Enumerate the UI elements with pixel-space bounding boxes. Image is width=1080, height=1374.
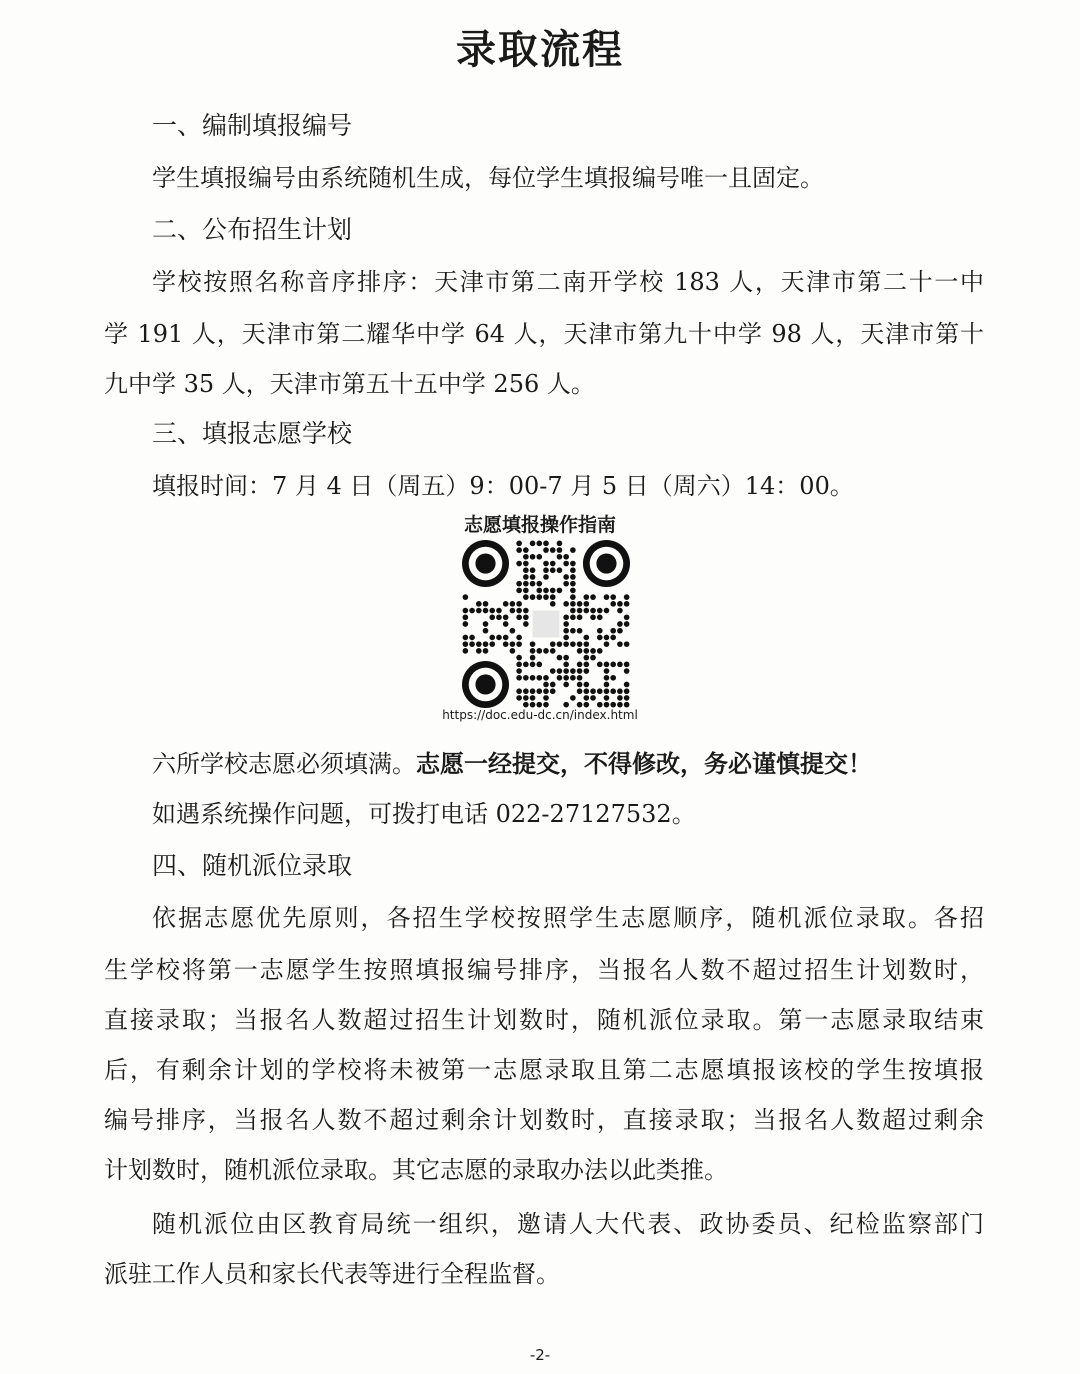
qr-module: [577, 641, 583, 647]
qr-module: [624, 594, 630, 600]
qr-module: [563, 554, 569, 560]
qr-module: [610, 594, 616, 600]
qr-module: [483, 601, 489, 607]
qr-module: [550, 601, 556, 607]
qr-module: [483, 641, 489, 647]
qr-module: [463, 614, 469, 620]
qr-module: [563, 661, 569, 667]
qr-module: [617, 702, 623, 708]
qr-module: [530, 574, 536, 580]
qr-module: [563, 621, 569, 627]
page-number: -2-: [529, 1346, 551, 1364]
qr-module: [523, 621, 529, 627]
qr-module: [516, 668, 522, 674]
qr-module: [570, 601, 576, 607]
qr-code-icon[interactable]: [462, 540, 630, 708]
section-2-heading: 二、公布招生计划: [152, 215, 353, 244]
qr-module: [563, 581, 569, 587]
qr-module: [617, 621, 623, 627]
qr-module: [570, 614, 576, 620]
qr-module: [496, 608, 502, 614]
qr-module: [597, 608, 603, 614]
qr-module: [563, 628, 569, 634]
qr-module: [463, 648, 469, 654]
qr-module: [463, 608, 469, 614]
qr-module: [510, 601, 516, 607]
qr-module: [617, 661, 623, 667]
qr-module: [483, 628, 489, 634]
qr-module: [597, 702, 603, 708]
qr-module: [590, 594, 596, 600]
qr-module: [610, 702, 616, 708]
qr-module: [523, 614, 529, 620]
qr-module: [516, 561, 522, 567]
qr-module: [624, 702, 630, 708]
qr-module: [550, 594, 556, 600]
qr-module: [476, 648, 482, 654]
qr-module: [570, 628, 576, 634]
qr-module: [530, 541, 536, 547]
qr-module: [577, 668, 583, 674]
qr-module: [510, 648, 516, 654]
qr-module: [590, 608, 596, 614]
qr-module: [463, 594, 469, 600]
qr-module: [563, 682, 569, 688]
qr-module: [583, 682, 589, 688]
qr-module: [604, 688, 610, 694]
qr-module: [516, 614, 522, 620]
qr-module: [610, 688, 616, 694]
qr-module: [577, 628, 583, 634]
qr-module: [516, 635, 522, 641]
qr-module: [590, 614, 596, 620]
qr-module: [557, 567, 563, 573]
qr-module: [516, 608, 522, 614]
qr-module: [604, 702, 610, 708]
qr-module: [510, 628, 516, 634]
qr-module: [536, 581, 542, 587]
qr-module: [476, 608, 482, 614]
qr-module: [530, 648, 536, 654]
qr-module: [523, 554, 529, 560]
section-4-para1-line: 计划数时，随机派位录取。其它志愿的录取办法以此类推。: [104, 1156, 728, 1184]
qr-module: [557, 588, 563, 594]
qr-finder: [475, 674, 495, 694]
qr-module: [617, 641, 623, 647]
qr-module: [489, 614, 495, 620]
qr-module: [503, 621, 509, 627]
qr-module: [624, 688, 630, 694]
qr-module: [543, 567, 549, 573]
qr-module: [469, 641, 475, 647]
qr-module: [550, 561, 556, 567]
qr-module: [577, 682, 583, 688]
qr-module: [597, 628, 603, 634]
qr-module: [536, 541, 542, 547]
qr-module: [597, 661, 603, 667]
qr-module: [583, 655, 589, 661]
qr-module: [563, 702, 569, 708]
qr-module: [489, 635, 495, 641]
qr-module: [570, 668, 576, 674]
qr-module: [536, 688, 542, 694]
qr-module: [516, 588, 522, 594]
qr-module: [530, 688, 536, 694]
section-4-para1-line: 直接录取；当报名人数超过招生计划数时，随机派位录取。第一志愿录取结束: [104, 1006, 984, 1034]
qr-module: [563, 641, 569, 647]
qr-module: [570, 641, 576, 647]
qr-title: 志愿填报操作指南: [463, 514, 616, 536]
qr-module: [604, 594, 610, 600]
qr-module: [563, 601, 569, 607]
qr-module: [476, 601, 482, 607]
notice-bold: 志愿一经提交，不得修改，务必谨慎提交！: [416, 750, 872, 778]
qr-module: [550, 682, 556, 688]
qr-module: [483, 608, 489, 614]
qr-module: [570, 594, 576, 600]
qr-module: [523, 588, 529, 594]
qr-module: [550, 641, 556, 647]
qr-module: [557, 641, 563, 647]
qr-module: [604, 695, 610, 701]
qr-module: [604, 661, 610, 667]
qr-module: [523, 581, 529, 587]
qr-module: [570, 561, 576, 567]
qr-module: [543, 688, 549, 694]
qr-module: [463, 641, 469, 647]
qr-module: [523, 594, 529, 600]
qr-module: [516, 547, 522, 553]
qr-module: [543, 541, 549, 547]
qr-module: [570, 608, 576, 614]
qr-module: [503, 635, 509, 641]
qr-code-graphic: [462, 540, 630, 708]
qr-module: [604, 608, 610, 614]
qr-module: [530, 554, 536, 560]
qr-module: [617, 608, 623, 614]
qr-module: [604, 682, 610, 688]
qr-module: [469, 635, 475, 641]
qr-module: [617, 601, 623, 607]
qr-module: [516, 661, 522, 667]
qr-module: [536, 554, 542, 560]
qr-module: [503, 614, 509, 620]
page-title: 录取流程: [456, 27, 624, 73]
qr-module: [543, 648, 549, 654]
qr-module: [583, 641, 589, 647]
qr-module: [583, 668, 589, 674]
qr-module: [570, 695, 576, 701]
qr-module: [536, 702, 542, 708]
qr-module: [516, 688, 522, 694]
qr-module: [624, 621, 630, 627]
qr-module: [597, 688, 603, 694]
qr-module: [536, 588, 542, 594]
qr-module: [503, 641, 509, 647]
qr-module: [543, 695, 549, 701]
qr-module: [550, 547, 556, 553]
qr-module: [624, 661, 630, 667]
qr-module: [610, 661, 616, 667]
qr-module: [550, 588, 556, 594]
qr-module: [624, 695, 630, 701]
qr-module: [563, 635, 569, 641]
qr-module: [557, 554, 563, 560]
section-1-heading: 一、编制填报编号: [152, 111, 353, 140]
qr-module: [489, 641, 495, 647]
qr-module: [530, 695, 536, 701]
qr-module: [577, 648, 583, 654]
qr-module: [570, 581, 576, 587]
qr-module: [536, 675, 542, 681]
qr-module: [597, 648, 603, 654]
qr-module: [577, 661, 583, 667]
qr-module: [617, 628, 623, 634]
qr-module: [570, 675, 576, 681]
qr-module: [469, 608, 475, 614]
qr-module: [624, 641, 630, 647]
qr-module: [543, 675, 549, 681]
qr-module: [516, 581, 522, 587]
qr-module: [523, 608, 529, 614]
qr-module: [543, 682, 549, 688]
qr-module: [516, 541, 522, 547]
qr-module: [597, 635, 603, 641]
qr-module: [550, 648, 556, 654]
qr-module: [604, 668, 610, 674]
qr-finder: [475, 553, 495, 573]
qr-module: [577, 601, 583, 607]
section-1-body: 学生填报编号由系统随机生成，每位学生填报编号唯一且固定。: [152, 164, 824, 192]
qr-module: [624, 682, 630, 688]
qr-module: [563, 675, 569, 681]
qr-module: [543, 594, 549, 600]
qr-module: [557, 541, 563, 547]
qr-url: https://doc.edu-dc.cn/index.html: [442, 708, 638, 722]
qr-module: [523, 547, 529, 553]
qr-module: [496, 614, 502, 620]
qr-module: [583, 695, 589, 701]
qr-module: [563, 574, 569, 580]
qr-module: [523, 695, 529, 701]
qr-module: [583, 702, 589, 708]
qr-module: [577, 702, 583, 708]
qr-module: [583, 601, 589, 607]
qr-finder: [596, 553, 616, 573]
qr-module: [536, 594, 542, 600]
qr-module: [624, 601, 630, 607]
qr-logo-placeholder: [533, 611, 560, 638]
qr-module: [610, 675, 616, 681]
qr-module: [543, 547, 549, 553]
qr-module: [577, 614, 583, 620]
section-4-para1-line: 依据志愿优先原则，各招生学校按照学生志愿顺序，随机派位录取。各招: [152, 904, 984, 932]
qr-module: [563, 668, 569, 674]
section-4-para2-line: 派驻工作人员和家长代表等进行全程监督。: [104, 1260, 560, 1288]
qr-module: [503, 601, 509, 607]
qr-module: [610, 628, 616, 634]
qr-module: [583, 661, 589, 667]
qr-module: [590, 655, 596, 661]
qr-module: [563, 614, 569, 620]
qr-module: [577, 608, 583, 614]
qr-module: [523, 688, 529, 694]
qr-module: [583, 608, 589, 614]
qr-module: [510, 641, 516, 647]
qr-module: [516, 675, 522, 681]
qr-module: [496, 635, 502, 641]
qr-module: [543, 702, 549, 708]
qr-module: [563, 655, 569, 661]
qr-module: [530, 581, 536, 587]
fill-time: 填报时间：7 月 4 日（周五）9：00-7 月 5 日（周六）14：00。: [152, 472, 854, 500]
qr-module: [530, 567, 536, 573]
qr-module: [624, 614, 630, 620]
section-3-heading: 三、填报志愿学校: [152, 419, 353, 448]
qr-module: [557, 675, 563, 681]
qr-module: [557, 668, 563, 674]
qr-module: [570, 547, 576, 553]
section-4-heading: 四、随机派位录取: [152, 851, 353, 880]
qr-module: [577, 675, 583, 681]
qr-module: [610, 635, 616, 641]
qr-module: [604, 641, 610, 647]
section-2-line: 学 191 人，天津市第二耀华中学 64 人，天津市第九十中学 98 人，天津市第十: [104, 320, 984, 348]
section-2-line: 学校按照名称音序排序：天津市第二南开学校 183 人，天津市第二十一中: [152, 268, 984, 296]
qr-module: [563, 561, 569, 567]
qr-module: [483, 648, 489, 654]
section-4-para1-line: 后，有剩余计划的学校将未被第一志愿录取且第二志愿填报该校的学生按填报: [104, 1056, 984, 1084]
qr-module: [570, 588, 576, 594]
qr-module: [536, 648, 542, 654]
qr-module: [570, 574, 576, 580]
qr-module: [536, 661, 542, 667]
qr-module: [617, 688, 623, 694]
qr-module: [624, 668, 630, 674]
qr-module: [483, 621, 489, 627]
qr-module: [530, 655, 536, 661]
qr-module: [550, 688, 556, 694]
qr-module: [570, 567, 576, 573]
qr-module: [610, 601, 616, 607]
qr-module: [617, 695, 623, 701]
qr-module: [516, 695, 522, 701]
qr-module: [583, 594, 589, 600]
qr-module: [543, 561, 549, 567]
qr-module: [516, 641, 522, 647]
qr-module: [530, 675, 536, 681]
qr-module: [516, 655, 522, 661]
qr-module: [583, 635, 589, 641]
qr-module: [530, 641, 536, 647]
qr-module: [590, 695, 596, 701]
qr-module: [597, 614, 603, 620]
notice-plain: 六所学校志愿必须填满。: [152, 750, 416, 778]
qr-module: [463, 621, 469, 627]
qr-module: [604, 635, 610, 641]
qr-module: [543, 574, 549, 580]
qr-module: [557, 547, 563, 553]
qr-module: [523, 567, 529, 573]
qr-module: [583, 688, 589, 694]
qr-module: [530, 702, 536, 708]
qr-module: [550, 668, 556, 674]
qr-module: [489, 608, 495, 614]
qr-module: [590, 688, 596, 694]
qr-module: [530, 661, 536, 667]
section-4-para2-line: 随机派位由区教育局统一组织，邀请人大代表、政协委员、纪检监察部门: [152, 1210, 984, 1238]
qr-module: [543, 588, 549, 594]
qr-module: [510, 608, 516, 614]
qr-module: [516, 601, 522, 607]
qr-module: [523, 661, 529, 667]
qr-module: [590, 648, 596, 654]
qr-module: [530, 594, 536, 600]
qr-module: [550, 567, 556, 573]
qr-module: [557, 655, 563, 661]
qr-module: [604, 675, 610, 681]
qr-module: [523, 561, 529, 567]
qr-module: [523, 675, 529, 681]
section-4-para1-line: 编号排序，当报名人数不超过剩余计划数时，直接录取；当报名人数超过剩余: [104, 1106, 984, 1134]
qr-module: [523, 574, 529, 580]
section-4-para1-line: 生学校将第一志愿学生按照填报编号排序，当报名人数不超过招生计划数时，: [104, 956, 984, 984]
notice-line: [152, 738, 984, 790]
qr-module: [523, 702, 529, 708]
qr-module: [577, 688, 583, 694]
qr-module: [476, 641, 482, 647]
qr-module: [583, 648, 589, 654]
qr-module: [463, 635, 469, 641]
phone-line: 如遇系统操作问题，可拨打电话 022-27127532。: [152, 800, 696, 828]
section-2-line: 九中学 35 人，天津市第五十五中学 256 人。: [104, 370, 595, 398]
